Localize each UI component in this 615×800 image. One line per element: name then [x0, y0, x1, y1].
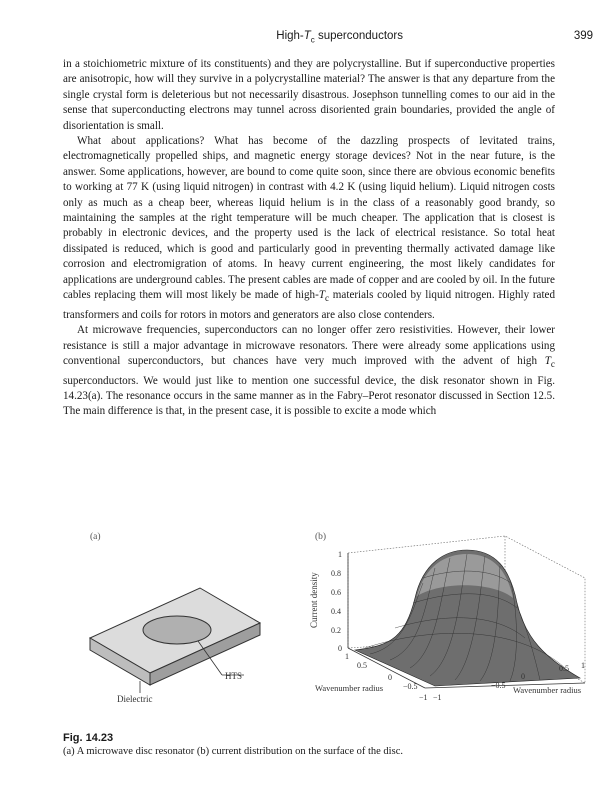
- right-axis-label: Wavenumber radius: [513, 685, 581, 695]
- right-tick-0: 0: [521, 672, 525, 681]
- z-tick-0: 0: [338, 644, 342, 653]
- right-tick-minus-0-5: −0.5: [491, 681, 506, 690]
- z-tick-0-8: 0.8: [331, 569, 341, 578]
- current-density-plot: [295, 528, 595, 708]
- z-axis-label: Current density: [309, 572, 319, 628]
- figure-14-23: [60, 523, 600, 723]
- z-tick-0-2: 0.2: [331, 626, 341, 635]
- right-tick-minus-1: −1: [433, 693, 442, 702]
- symbol-T: T: [544, 354, 551, 367]
- body-text: [63, 57, 555, 420]
- left-axis-label: Wavenumber radius: [315, 683, 383, 693]
- running-title-T: T: [303, 30, 311, 42]
- paragraph-2: [63, 134, 555, 323]
- running-title: [276, 30, 403, 44]
- left-tick-0: 0: [388, 673, 392, 682]
- caption-label: Fig. 14.23: [63, 732, 114, 744]
- figure-caption: [63, 732, 563, 757]
- z-tick-0-6: 0.6: [331, 588, 341, 597]
- symbol-c: c: [550, 360, 555, 371]
- z-tick-0-4: 0.4: [331, 607, 341, 616]
- running-title-sub: c: [310, 35, 315, 45]
- symbol-c: c: [324, 294, 330, 305]
- right-tick-1: 1: [581, 661, 585, 670]
- paragraph-3-text-b: superconductors. We would just like to mention one successful device, the disk resonator shown in Fig. 14.23(a). The resonance occurs in the same manner as in the Fabry–Perot resonator discussed in Section 12.5. The main difference is that, in the present case, it is possible to excite a mode which: [63, 374, 555, 418]
- paragraph-2-text-a: What about applications? What has become of the dazzling prospects of levitated trains, electromagnetically propelled ships, and magnetic energy storage devices? Not in the near future, is the answer. Some applications, however, are bound to come quite soon, since there are obvious economic benefits to working at 77 K (using liquid nitrogen) in contrast with 4.2 K (using liquid helium). Liquid nitrogen costs only as much as a cheap beer, whereas liquid helium is in the class of a reasonably good brandy, so maintaining the samples at the right temperature will be much cheaper. The application that is closest is probably in electronic devices, and the property used is the lack of electrical resistance. So total heat dissipated is reduced, which is good and particularly good in preventing thermally activated damage like corrosion and electromigration of atoms. In heavy current engineering, the most likely candidates for applications are underground cables. The present cables are made of copper and are cooled by oil. In the future cables replacing them will most likely be made of high-: [63, 135, 555, 302]
- paragraph-1: [63, 57, 555, 134]
- right-tick-0-5: 0.5: [559, 664, 569, 673]
- figure-label-a: (a): [90, 532, 101, 542]
- z-tick-1: 1: [338, 550, 342, 559]
- page-header: [0, 30, 615, 46]
- symbol-T: T: [318, 289, 325, 302]
- disc-resonator-drawing: [80, 563, 310, 723]
- running-title-prefix: High-: [276, 30, 304, 42]
- hts-disc: [143, 616, 211, 644]
- z-ticks: [331, 550, 342, 653]
- page-number: 399: [573, 30, 593, 42]
- hts-label: HTS: [225, 671, 243, 681]
- left-tick-minus-0-5: −0.5: [403, 682, 418, 691]
- paragraph-2-text-b: materials cooled by liquid nitrogen. Highly rated transformers and coils for rotors in motors and generators are also close contenders.: [63, 289, 555, 321]
- paragraph-3-text-a: At microwave frequencies, superconductors can no longer offer zero resistivities. However, their lower resistance is still a major advantage in microwave resonators. There were already some applications using conventional superconductors, but chances have very much improved with the advent of high: [63, 324, 555, 367]
- paragraph-1-text: in a stoichiometric mixture of its constituents) and they are polycrystalline. But if superconductive properties are anisotropic, how will they survive in a polycrystalline material? The answer is that any departure from the single crystal form is deleterious but not necessarily disastrous. Josephson tunnelling comes to our aid in the sense that superconducting electrons may tunnel across disoriented grain boundaries, provided the angle of disorientation is small.: [63, 58, 555, 132]
- caption-text: (a) A microwave disc resonator (b) current distribution on the surface of the disc.: [63, 746, 403, 757]
- left-tick-1: 1: [345, 652, 349, 661]
- figure-label-b: (b): [315, 532, 327, 542]
- dielectric-label: Dielectric: [117, 694, 153, 704]
- running-title-suffix: superconductors: [314, 30, 403, 42]
- left-tick-minus-1: −1: [419, 693, 428, 702]
- paragraph-3: [63, 323, 555, 420]
- left-tick-0-5: 0.5: [357, 661, 367, 670]
